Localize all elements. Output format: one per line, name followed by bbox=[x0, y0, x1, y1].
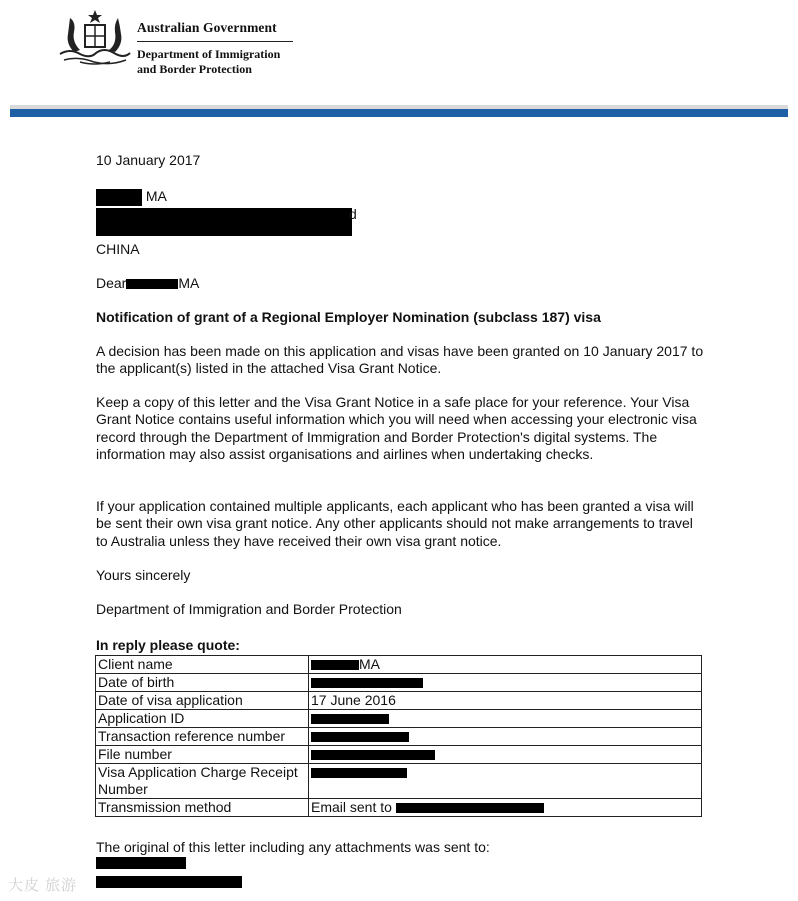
table-row bbox=[96, 674, 702, 692]
salutation-suffix: MA bbox=[178, 275, 200, 291]
redacted-block bbox=[311, 732, 409, 742]
reference-table bbox=[95, 655, 702, 817]
table-row bbox=[96, 799, 702, 817]
closing: Yours sincerely bbox=[96, 567, 191, 583]
transmission-value: Email sent to bbox=[311, 799, 392, 815]
department-line-1: Department of Immigration bbox=[137, 47, 281, 61]
coat-of-arms-logo bbox=[56, 6, 134, 68]
redacted-block bbox=[396, 803, 544, 813]
redacted-block bbox=[311, 750, 435, 760]
paragraph-decision: A decision has been made on this application and visas have been granted on 10 January 2017 to the applicant(s) listed in the attached Visa Grant Notice. bbox=[96, 343, 704, 377]
redacted-block bbox=[311, 660, 359, 670]
row-label: File number bbox=[96, 746, 309, 764]
redacted-address bbox=[96, 208, 352, 236]
row-label: Client name bbox=[96, 656, 309, 674]
redacted-block bbox=[311, 768, 407, 778]
government-heading bbox=[137, 20, 293, 77]
table-row bbox=[96, 710, 702, 728]
quote-heading: In reply please quote: bbox=[96, 637, 240, 653]
salutation bbox=[96, 275, 199, 292]
addressee-suffix: MA bbox=[145, 188, 167, 204]
addressee-line bbox=[96, 188, 167, 206]
row-label: Visa Application Charge Receipt Number bbox=[96, 764, 309, 799]
department-line-2: and Border Protection bbox=[137, 62, 252, 76]
row-label: Transmission method bbox=[96, 799, 309, 817]
table-row bbox=[96, 656, 702, 674]
table-row bbox=[96, 692, 702, 710]
row-value bbox=[309, 728, 702, 746]
redacted-block bbox=[311, 678, 423, 688]
gov-name: Australian Government bbox=[137, 20, 277, 35]
row-label: Date of birth bbox=[96, 674, 309, 692]
salutation-prefix: Dear bbox=[96, 275, 127, 291]
table-row bbox=[96, 746, 702, 764]
address-fragment: d bbox=[349, 206, 357, 222]
address-country: CHINA bbox=[96, 241, 140, 257]
letter-date: 10 January 2017 bbox=[96, 152, 201, 168]
table-row bbox=[96, 764, 702, 799]
paragraph-multiple-applicants: If your application contained multiple applicants, each applicant who has been granted a visa will be sent their own visa grant notice. Any other applicants should not make arrangements to travel to Australia unless they have received their own visa grant notice. bbox=[96, 498, 694, 549]
row-label: Application ID bbox=[96, 710, 309, 728]
signatory: Department of Immigration and Border Protection bbox=[96, 601, 402, 617]
client-name-value: MA bbox=[359, 656, 380, 672]
redacted-block bbox=[96, 189, 142, 206]
row-value bbox=[309, 710, 702, 728]
row-value bbox=[309, 799, 702, 817]
header-band-blue bbox=[10, 109, 788, 117]
letter-subject: Notification of grant of a Regional Employer Nomination (subclass 187) visa bbox=[96, 309, 601, 325]
paragraph-keep-copy: Keep a copy of this letter and the Visa Grant Notice in a safe place for your reference. Your Visa Grant Notice contains useful information which you will need when accessing your electronic visa record through the Department of Immigration and Border Protection's digital systems. The information may also assist organisations and airlines when undertaking checks. bbox=[96, 394, 697, 462]
row-label: Date of visa application bbox=[96, 692, 309, 710]
row-label: Transaction reference number bbox=[96, 728, 309, 746]
original-sent-note: The original of this letter including any attachments was sent to: bbox=[96, 839, 490, 855]
redacted-block bbox=[311, 714, 389, 724]
redacted-block bbox=[96, 857, 186, 869]
row-value bbox=[309, 674, 702, 692]
row-value: 17 June 2016 bbox=[309, 692, 702, 710]
row-value bbox=[309, 746, 702, 764]
row-value bbox=[309, 764, 702, 799]
redacted-block bbox=[126, 279, 178, 289]
redacted-block bbox=[96, 876, 242, 888]
watermark: 大皮 旅游 bbox=[8, 877, 78, 894]
row-value bbox=[309, 656, 702, 674]
table-row bbox=[96, 728, 702, 746]
header-rule bbox=[137, 41, 293, 42]
